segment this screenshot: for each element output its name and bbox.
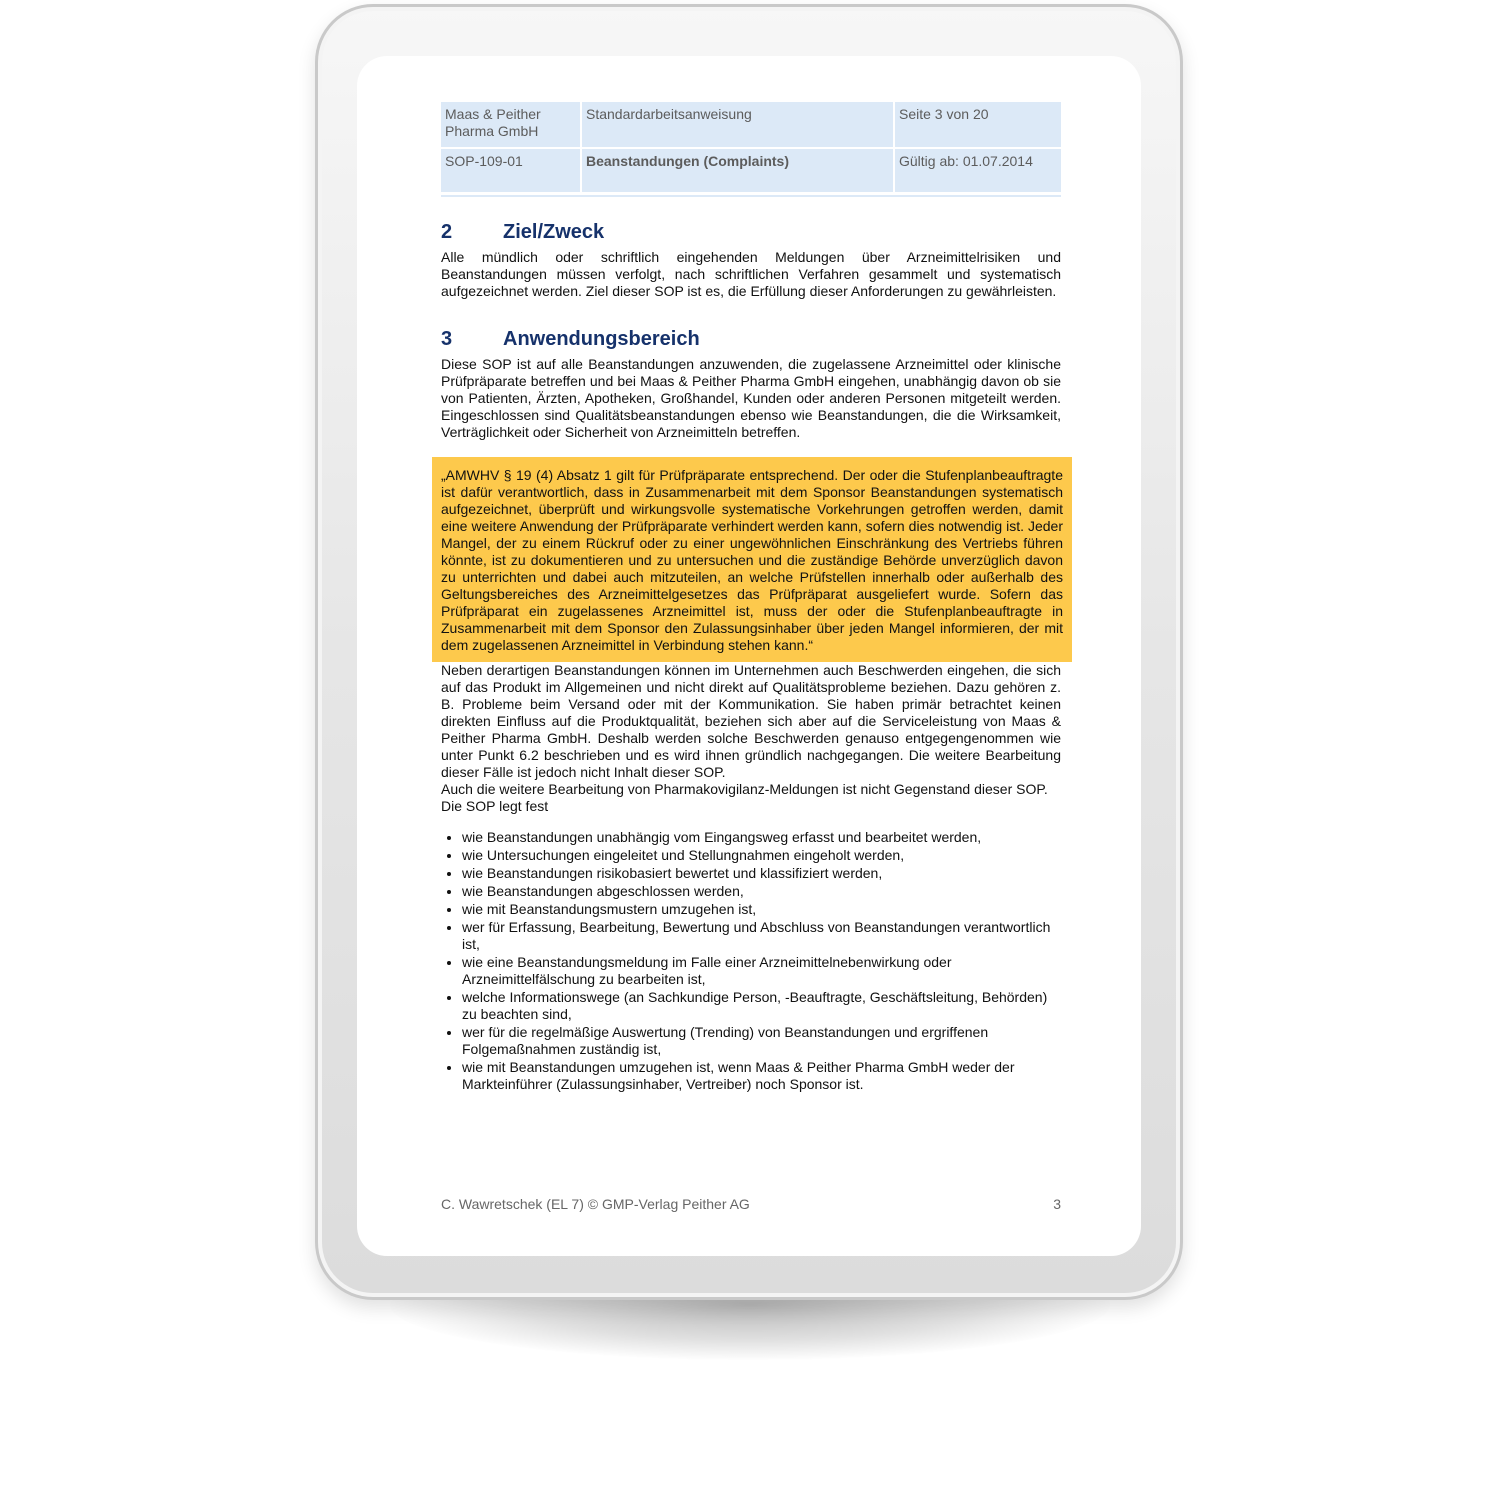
document-header-table [441, 102, 1061, 195]
header-valid-from: Gültig ab: 01.07.2014 [894, 148, 1061, 194]
section-title: Anwendungsbereich [503, 328, 700, 350]
list-item: • wer für Erfassung, Bearbeitung, Bewertung und Abschluss von Beanstandungen verantwortlich ist, [462, 919, 1061, 953]
header-company: Maas & Peither Pharma GmbH [441, 102, 581, 148]
list-item: • welche Informationswege (an Sachkundige Person, -Beauftragte, Geschäftsleitung, Behörden) zu beachten sind, [462, 989, 1061, 1023]
paragraph: Neben derartigen Beanstandungen können im Unternehmen auch Beschwerden eingehen, die sich auf das Produkt im Allgemeinen und nicht direkt auf Qualitätsprobleme beziehen. Dazu gehören z. B. Probleme beim Versand oder mit der Kommunikation. Sie haben primär betrachtet keinen direkten Einfluss auf die Produktqualität, beziehen sich aber auf die Serviceleistung von Maas & Peither Pharma GmbH. Deshalb werden solche Beschwerden genauso entgegengenommen wie unter Punkt 6.2 beschrieben und es wird ihnen gründlich nachgegangen. Die weitere Bearbeitung dieser Fälle ist jedoch nicht Inhalt dieser SOP. [441, 662, 1061, 780]
section-heading-ziel [441, 221, 1061, 243]
paragraph: Auch die weitere Bearbeitung von Pharmakovigilanz-Meldungen ist nicht Gegenstand dieser SOP. [441, 781, 1048, 797]
section-heading-anwendungsbereich [441, 328, 1061, 350]
footer-page-number: 3 [1053, 1196, 1061, 1212]
tablet-screen [357, 56, 1141, 1256]
header-sop-title: Beanstandungen (Complaints) [581, 148, 894, 194]
section-number: 2 [441, 221, 453, 243]
section-title: Ziel/Zweck [503, 221, 605, 243]
footer-copyright: C. Wawretschek (EL 7) © GMP-Verlag Peither AG [441, 1196, 750, 1212]
list-item: • wie mit Beanstandungsmustern umzugehen ist, [462, 901, 1061, 918]
bullet-list [441, 829, 1061, 1093]
header-page-info: Seite 3 von 20 [894, 102, 1061, 148]
section-text-ziel: Alle mündlich oder schriftlich eingehenden Meldungen über Arzneimittelrisiken und Beanstandungen müssen verfolgt, nach schriftlichen Verfahren gesammelt und systematisch aufgezeichnet werden. Ziel dieser SOP ist es, die Erfüllung dieser Anforderungen zu gewährleisten. [441, 249, 1061, 299]
highlighted-quote: „AMWHV § 19 (4) Absatz 1 gilt für Prüfpräparate entsprechend. Der oder die Stufenplanbeauftragte ist dafür verantwortlich, dass in Zusammenarbeit mit dem Sponsor Beanstandungen systematisch aufgezeichnet, überprüft und wirkungsvolle systematische Vorkehrungen getroffen werden, damit eine weitere Anwendung der Prüfpräparate verhindert werden kann, sofern dies notwendig ist. Jeder Mangel, der zu einem Rückruf oder zu einer ungewöhnlichen Einschränkung des Vertriebs führen könnte, ist zu dokumentieren und zu untersuchen und die zuständige Behörde unverzüglich davon zu unterrichten und dabei auch mitzuteilen, an welche Prüfstellen innerhalb oder außerhalb des Geltungsbereiches des Arzneimittelgesetzes das Prüfpräparat ausgeliefert wurde. Sofern das Prüfpräparat ein zugelassenes Arzneimittel ist, muss der oder die Stufenplanbeauftragte in Zusammenarbeit mit dem Sponsor den Zulassungsinhaber über jeden Mangel informieren, der mit dem zugelassenen Arzneimittel in Verbindung stehen kann.“ [432, 457, 1072, 662]
header-sop-number: SOP-109-01 [441, 148, 581, 194]
paragraph: Die SOP legt fest [441, 798, 549, 814]
list-item: • wie Beanstandungen abgeschlossen werden, [462, 883, 1061, 900]
section-number: 3 [441, 328, 453, 350]
list-item: • wie mit Beanstandungen umzugehen ist, wenn Maas & Peither Pharma GmbH weder der Markteinführer (Zulassungsinhaber, Vertreiber) noch Sponsor ist. [462, 1059, 1061, 1093]
list-item: • wie Untersuchungen eingeleitet und Stellungnahmen eingeholt werden, [462, 847, 1061, 864]
list-item: • wie Beanstandungen unabhängig vom Eingangsweg erfasst und bearbeitet werden, [462, 829, 1061, 846]
list-item: • wie Beanstandungen risikobasiert bewertet und klassifiziert werden, [462, 865, 1061, 882]
list-item: • wie eine Beanstandungsmeldung im Falle einer Arzneimittelnebenwirkung oder Arzneimittelfälschung zu bearbeiten ist, [462, 954, 1061, 988]
document-page [441, 102, 1061, 1094]
header-underline [441, 195, 1061, 197]
tablet-frame [315, 4, 1183, 1300]
section-text-anwendungsbereich: Diese SOP ist auf alle Beanstandungen anzuwenden, die zugelassene Arzneimittel oder klinische Prüfpräparate betreffen und bei Maas & Peither Pharma GmbH eingehen, unabhängig davon ob sie von Patienten, Ärzten, Apotheken, Großhandel, Kunden oder anderen Personen mitgeteilt werden. Eingeschlossen sind Qualitätsbeanstandungen ebenso wie Beanstandungen, die die Wirksamkeit, Verträglichkeit oder Sicherheit von Arzneimitteln betreffen. [441, 356, 1061, 440]
page-footer [441, 1196, 1061, 1212]
list-item: • wer für die regelmäßige Auswertung (Trending) von Beanstandungen und ergriffenen Folgemaßnahmen zuständig ist, [462, 1024, 1061, 1058]
header-doc-type: Standardarbeitsanweisung [581, 102, 894, 148]
